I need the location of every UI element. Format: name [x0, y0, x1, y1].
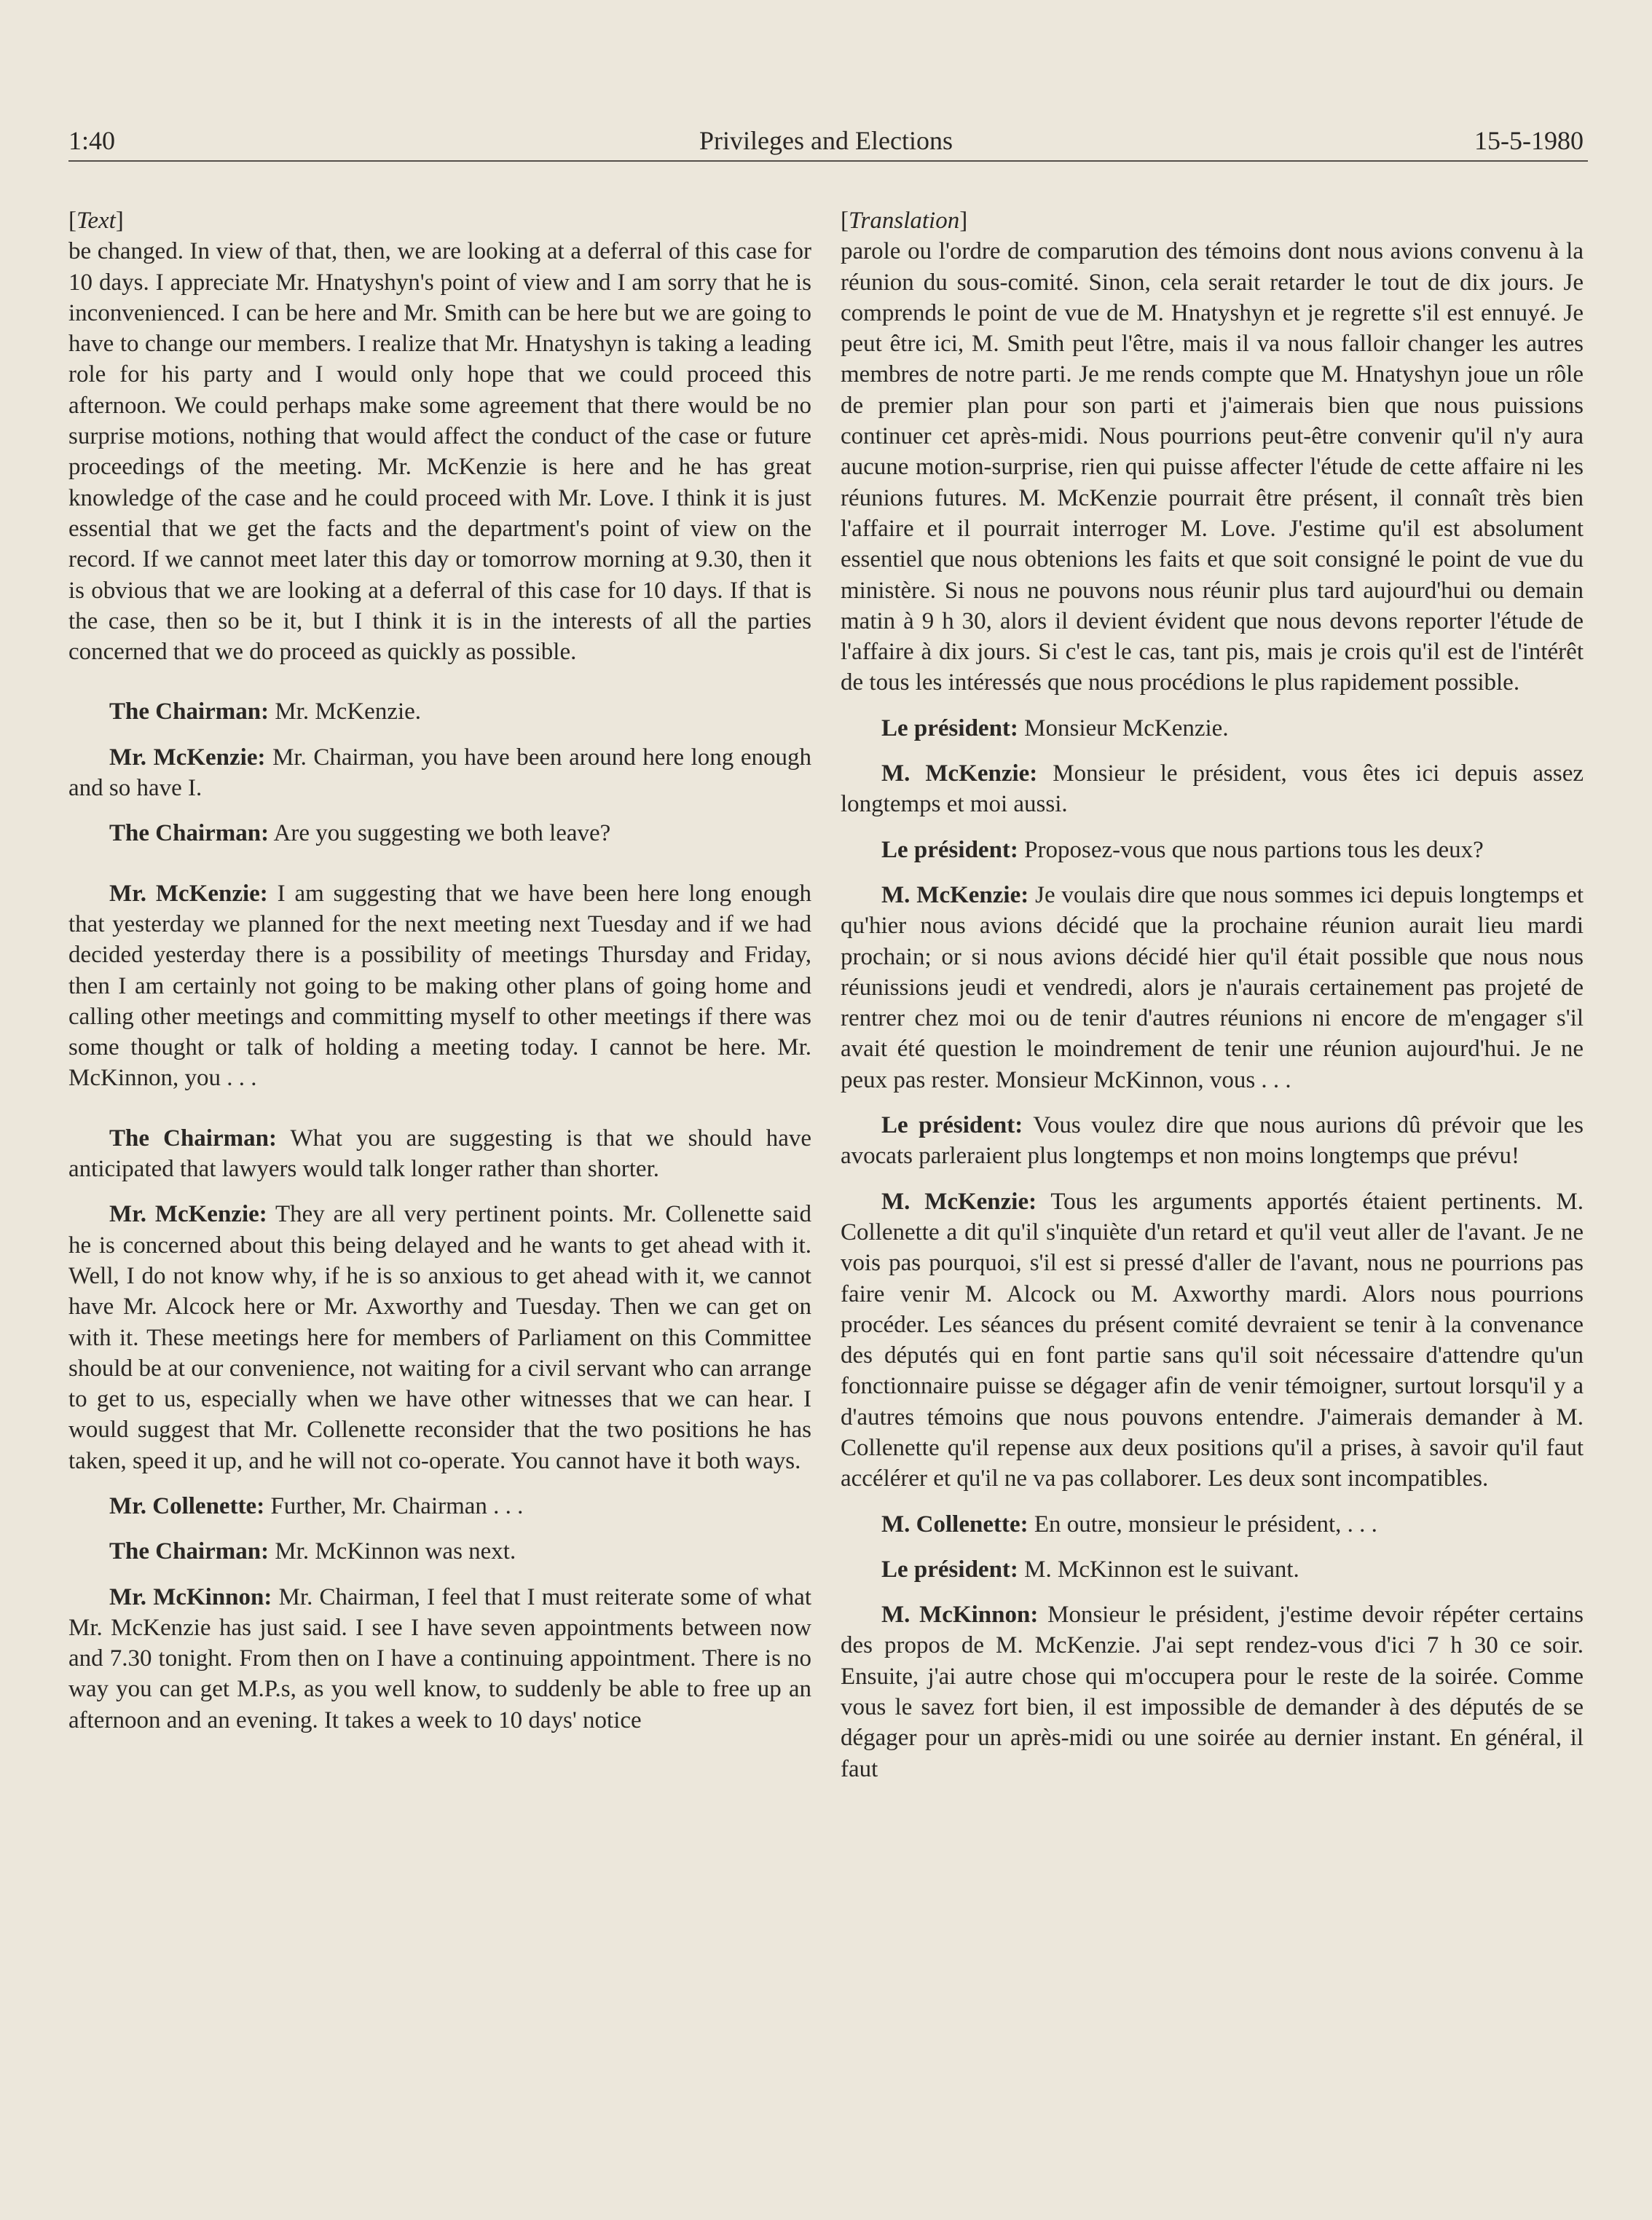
- speaker-name: Le président:: [881, 715, 1018, 741]
- speech-text: Proposez-vous que nous partions tous les deux?: [1024, 836, 1484, 863]
- speaker-name: Le président:: [881, 1556, 1018, 1583]
- speaker-name: M. McKinnon:: [881, 1602, 1039, 1629]
- speech-text: Mr. Chairman, you have been around here long enough and so have I.: [68, 744, 812, 802]
- speech-text: Tous les arguments apportés étaient pertinents. M. Collenette a dit qu'il s'inquiète d'un retard et qu'il veut aller de l'avant. Je ne vois pas pourquoi, s'il est si pressé d'aller de l'avant, nous ne pourrions pas faire venir M. Alcock ou M. Axworthy mardi. Alors nous pourrions procéder. Les séances du présent comité devraient se tenir à la convenance des députés qui en font partie sans qu'il soit nécessaire d'attendre qu'un fonctionnaire puisse se dégager afin de venir témoigner, surtout lorsqu'il y a d'autres témoins que nous pouvons entendre. J'aimerais demander à M. Collenette qu'il repense aux deux positions qu'il a prises, à savoir qu'il faut accélérer et qu'il ne va pas collaborer. Les deux sont incompatibles.: [841, 1188, 1584, 1492]
- header-date: 15-5-1980: [1474, 126, 1584, 155]
- speaker-name: The Chairman:: [109, 820, 270, 847]
- running-title: Privileges and Elections: [699, 126, 953, 155]
- speech-paragraph: [841, 1186, 1584, 1495]
- speech-text: They are all very pertinent points. Mr. Collenette said he is concerned about this being delayed and he wants to get ahead with it. Well, I do not know why, if he is so anxious to get ahead with it, we cannot have Mr. Alcock here or Mr. Axworthy and Tuesday. Then we can get on with it. These meetings here for members of Parliament on this Committee should be at our convenience, not waiting for a civil servant who can arrange to get to us, especially when we have other witnesses that we can hear. I would suggest that Mr. Collenette reconsider that the two positions he has taken, speed it up, and he will not co-operate. You cannot have it both ways.: [68, 1201, 811, 1474]
- speech-text: Mr. McKenzie.: [275, 698, 422, 725]
- speech-paragraph: [841, 713, 1584, 744]
- speech-paragraph: [841, 1110, 1584, 1172]
- speech-paragraph: [68, 742, 811, 804]
- speech-text: Monsieur le président, j'estime devoir répéter certains des propos de M. McKenzie. J'ai sept rendez-vous d'ici 7 h 30 ce soir. Ensuite, j'ai autre chose qui m'occupera pour le reste de la soirée. Comme vous le savez fort bien, il est impossible de demander à des députés de se dégager pour un après-midi ou une soirée au dernier instant. En général, il faut: [841, 1602, 1584, 1782]
- language-label: [Translation]: [841, 208, 968, 234]
- speaker-name: Le président:: [881, 836, 1018, 863]
- speech-text: Mr. Chairman, I feel that I must reiterate some of what Mr. McKenzie has just said. I see I have seven appointments between now and 7.30 tonight. From then on I have a continuing appointment. There is no way you can get M.P.s, as you well know, to suddenly be able to free up an afternoon and an evening. It takes a week to 10 days' notice: [68, 1583, 812, 1733]
- speech-paragraph: [841, 1554, 1584, 1585]
- paragraph-lead: be changed. In view of that, then, we are looking at a deferral of this case for 10 days. I appreciate Mr. Hnatyshyn's point of view and I am sorry that he is inconvenienced. I can be here and Mr. Smith can be here but we are going to have to change our members. I realize that Mr. Hnatyshyn is taking a leading role for his party and I would only hope that we could proceed this afternoon. We could perhaps make some agreement that there would be no surprise motions, nothing that would affect the conduct of the case or future proceedings of the meeting. Mr. McKenzie is here and he has great knowledge of the case and he could proceed with Mr. Love. I think it is just essential that we get the facts and the department's point of view on the record. If we cannot meet later this day or tomorrow morning at 9.30, then it is obvious that we are looking at a deferral of this case for 10 days. If that is the case, then so be it, but I think it is in the interests of all the parties concerned that we do proceed as quickly as possible.: [68, 238, 811, 666]
- speech-paragraph: [68, 1123, 811, 1185]
- speaker-name: Mr. Collenette:: [109, 1492, 265, 1519]
- speech-paragraph: [68, 1536, 811, 1567]
- speech-text: I am suggesting that we have been here long enough that yesterday we planned for the next meeting next Tuesday and if we had decided yesterday there is a possibility of meetings Thursday and Friday, then I am certainly not going to be making other plans of going home and calling other meetings and committing myself to other meetings if there was some thought or talk of holding a meeting today. I cannot be here. Mr. McKinnon, you . . .: [68, 880, 811, 1092]
- speech-text: Mr. McKinnon was next.: [275, 1538, 516, 1565]
- speech-paragraph: [68, 1491, 811, 1522]
- page-number: 1:40: [68, 126, 116, 155]
- speaker-name: The Chairman:: [109, 1538, 270, 1565]
- speech-paragraph: [841, 1599, 1584, 1784]
- speech-paragraph: [841, 758, 1584, 820]
- speech-paragraph: [68, 1582, 811, 1736]
- speaker-name: M. McKenzie:: [881, 760, 1038, 787]
- speech-paragraph: [68, 696, 811, 727]
- speaker-name: The Chairman:: [109, 698, 270, 725]
- speech-paragraph: [68, 878, 811, 1094]
- speech-paragraph: [68, 818, 811, 849]
- english-column: [68, 205, 811, 1736]
- speech-text: Are you suggesting we both leave?: [273, 820, 611, 847]
- speech-text: Further, Mr. Chairman . . .: [270, 1492, 524, 1519]
- speaker-name: Le président:: [881, 1112, 1023, 1139]
- speech-paragraph: [68, 1199, 811, 1476]
- speaker-name: Mr. McKenzie:: [109, 744, 266, 771]
- speech-text: What you are suggesting is that we should have anticipated that lawyers would talk longer rather than shorter.: [68, 1125, 811, 1183]
- speech-paragraph: [841, 880, 1584, 1095]
- speaker-name: The Chairman:: [109, 1125, 277, 1152]
- french-column: [841, 205, 1584, 1784]
- speech-paragraph: [841, 1509, 1584, 1540]
- speech-text: Monsieur le président, vous êtes ici depuis assez longtemps et moi aussi.: [841, 760, 1584, 818]
- header-rule: [68, 160, 1588, 162]
- speaker-name: Mr. McKenzie:: [109, 880, 268, 907]
- speech-paragraph: [841, 835, 1584, 865]
- running-header: [68, 118, 1584, 162]
- speech-text: Monsieur McKenzie.: [1024, 715, 1229, 741]
- speech-text: M. McKinnon est le suivant.: [1024, 1556, 1299, 1583]
- paragraph-lead: parole ou l'ordre de comparution des témoins dont nous avions convenu à la réunion du sous-comité. Sinon, cela serait retarder le tout de dix jours. Je comprends le point de vue de M. Hnatyshyn et je regrette s'il est ennuyé. Je peut être ici, M. Smith peut l'être, mais il va nous falloir changer les autres membres de notre parti. Je me rends compte que M. Hnatyshyn joue un rôle de premier plan pour son parti et j'aimerais bien que nous puissions continuer cet après-midi. Nous pourrions peut-être convenir qu'il n'y aura aucune motion-surprise, rien qui puisse affecter l'étude de cette affaire ni les réunions futures. M. McKenzie pourrait être présent, il connaît très bien l'affaire et il pourrait interroger M. Love. J'estime qu'il est absolument essentiel que nous obtenions les faits et que soit consigné le point de vue du ministère. Si nous ne pouvons nous réunir plus tard aujourd'hui ou demain matin à 9 h 30, alors il devient évident que nous devons reporter l'étude de l'affaire à dix jours. Si c'est le cas, tant pis, mais je crois qu'il est de l'intérêt de tous les intéressés que nous procédions le plus rapidement possible.: [841, 238, 1584, 696]
- speaker-name: Mr. McKenzie:: [109, 1201, 267, 1228]
- speaker-name: M. McKenzie:: [881, 1188, 1037, 1215]
- speech-text: Vous voulez dire que nous aurions dû prévoir que les avocats parleraient plus longtemps et non moins longtemps que prévu!: [841, 1112, 1584, 1170]
- speaker-name: M. Collenette:: [881, 1511, 1028, 1538]
- speaker-name: Mr. McKinnon:: [109, 1583, 272, 1610]
- speech-text: En outre, monsieur le président, . . .: [1034, 1511, 1377, 1538]
- speaker-name: M. McKenzie:: [881, 881, 1029, 908]
- speech-text: Je voulais dire que nous sommes ici depuis longtemps et qu'hier nous avions décidé que la prochaine réunion aurait lieu mardi prochain; or si nous avions décidé hier qu'il était possible que nous nous réunissions jeudi et vendredi, alors je n'aurais certainement pas projeté de rentrer chez moi ou de tenir d'autres réunions ni encore de m'engager s'il avait été question le moindrement de tenir une réunion aujourd'hui. Je ne peux pas rester. Monsieur McKinnon, vous . . .: [841, 881, 1584, 1093]
- language-label: [Text]: [68, 208, 124, 234]
